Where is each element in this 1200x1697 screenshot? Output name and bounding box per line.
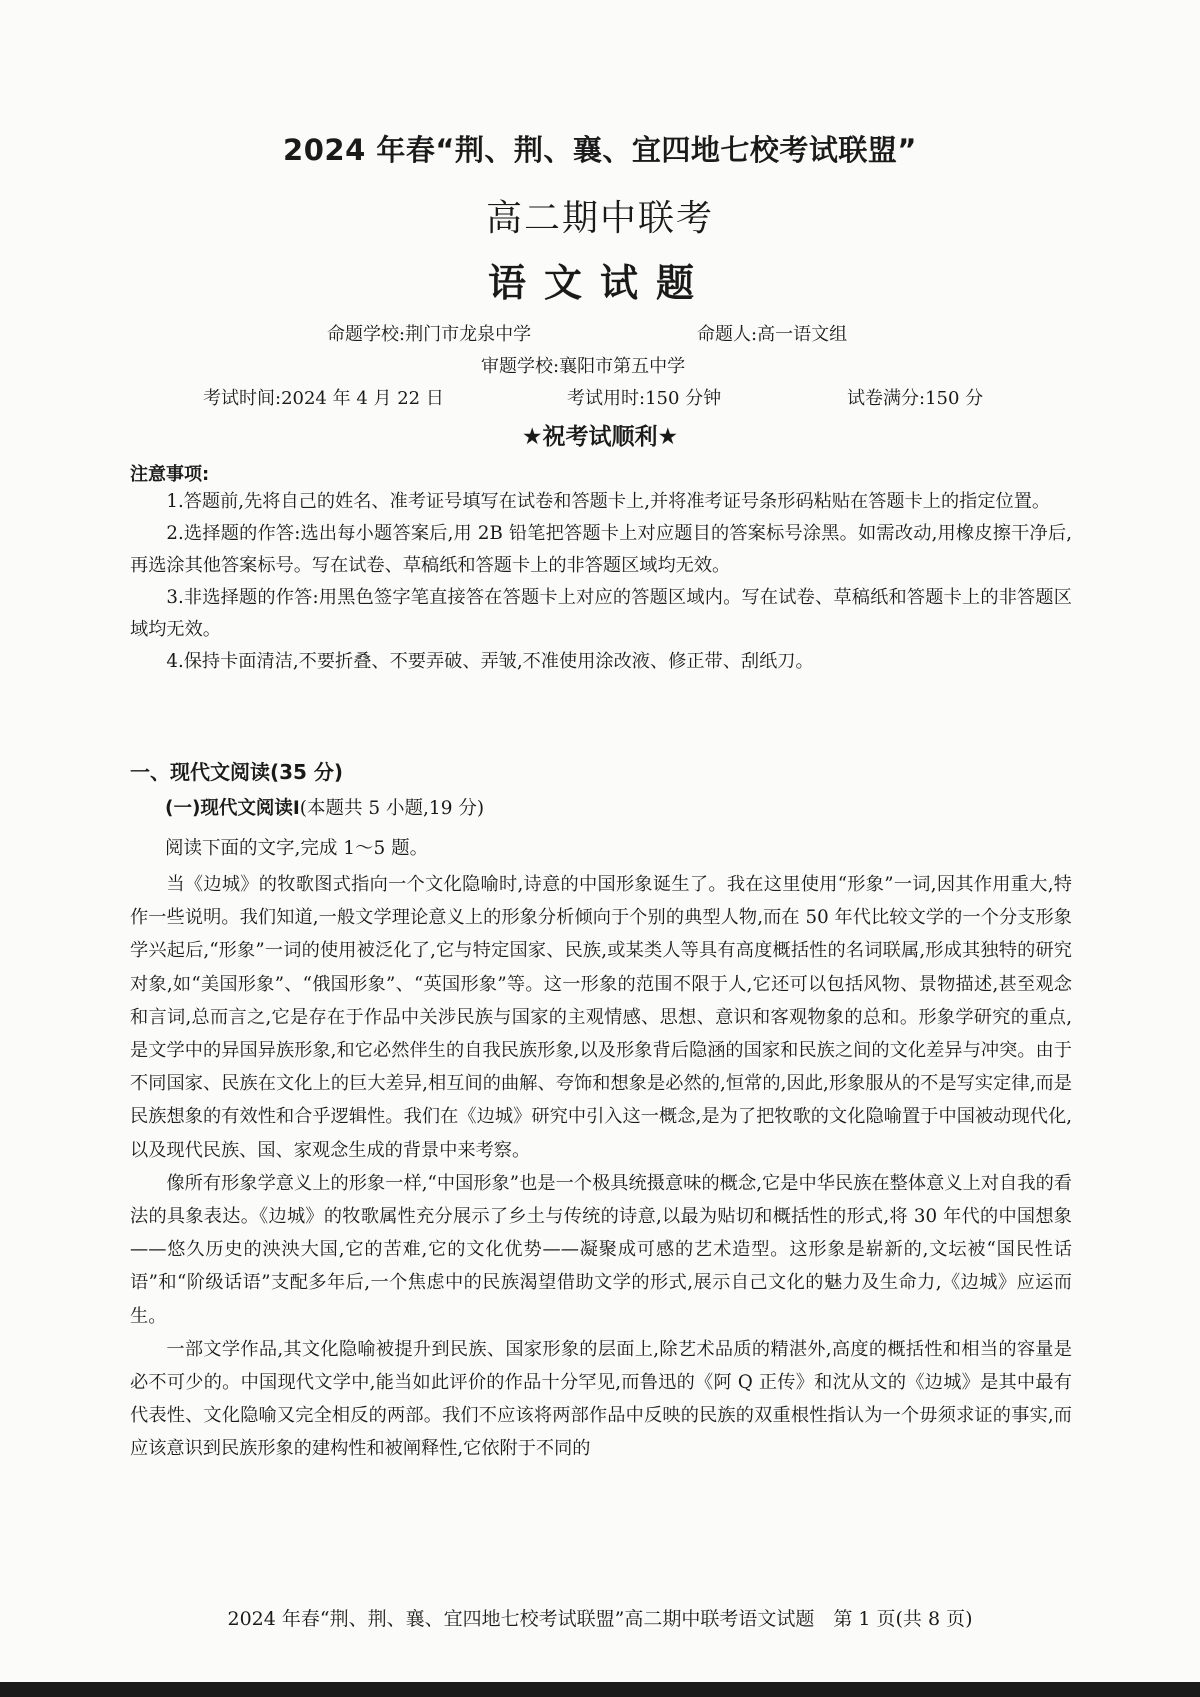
subject-title: 语文试题 bbox=[487, 261, 712, 305]
passage-paragraph: 像所有形象学意义上的形象一样,“中国形象”也是一个极具统摄意味的概念,它是中华民族在整体意义上对自我的看法的具象表达。《边城》的牧歌属性充分展示了乡土与传统的诗意,以最为贴切和概括性的形式,将 30 年代的中国想象——悠久历史的泱泱大国,它的苦难,它的文化优势——凝聚成可感的艺术造型。这形象是崭新的,文坛被“国民性话语”和“阶级话语”支配多年后,一个焦虑中的民族渴望借助文学的形式,展示自己文化的魅力及生命力,《边城》应运而生。 bbox=[130, 1172, 1072, 1327]
notice-item: 4.保持卡面清洁,不要折叠、不要弄破、弄皱,不准使用涂改液、修正带、刮纸刀。 bbox=[166, 651, 814, 672]
exam-date: 考试时间:2024 年 4 月 22 日 bbox=[203, 388, 444, 409]
proposing-school: 命题学校:荆门市龙泉中学 bbox=[327, 324, 532, 345]
review-school: 审题学校:襄阳市第五中学 bbox=[481, 356, 686, 377]
full-score: 试卷满分:150 分 bbox=[847, 388, 984, 409]
good-luck-banner: ★祝考试顺利★ bbox=[521, 424, 679, 450]
exam-duration: 考试用时:150 分钟 bbox=[567, 388, 722, 409]
section-heading: 一、现代文阅读(35 分) bbox=[130, 760, 344, 784]
subsection-label: (一)现代文阅读Ⅰ bbox=[165, 798, 300, 819]
subsection-note: (本题共 5 小题,19 分) bbox=[299, 798, 485, 819]
scan-edge-bar bbox=[0, 1682, 1200, 1697]
reading-instruction: 阅读下面的文字,完成 1～5 题。 bbox=[165, 838, 429, 859]
subsection-heading bbox=[165, 794, 484, 820]
passage-paragraph: 一部文学作品,其文化隐喻被提升到民族、国家形象的层面上,除艺术品质的精湛外,高度的概括性和相当的容量是必不可少的。中国现代文学中,能当如此评价的作品十分罕见,而鲁迅的《阿 Q 正传》和沈从文的《边城》是其中最有代表性、文化隐喻又完全相反的两部。我们不应该将两部作品中反映的民族的双重根性指认为一个毋须求证的事实,而应该意识到民族形象的建构性和被阐释性,它依附于不同的 bbox=[130, 1338, 1072, 1460]
exam-title: 2024 年春“荆、荆、襄、宜四地七校考试联盟” bbox=[283, 133, 917, 167]
page-footer: 2024 年春“荆、荆、襄、宜四地七校考试联盟”高二期中联考语文试题 第 1 页(共 8 页) bbox=[227, 1608, 973, 1630]
notice-item: 3.非选择题的作答:用黑色签字笔直接答在答题卡上对应的答题区域内。写在试卷、草稿纸和答题卡上的非答题区域均无效。 bbox=[130, 587, 1072, 640]
passage-paragraph: 当《边城》的牧歌图式指向一个文化隐喻时,诗意的中国形象诞生了。我在这里使用“形象”一词,因其作用重大,特作一些说明。我们知道,一般文学理论意义上的形象分析倾向于个别的典型人物,而在 50 年代比较文学的一个分支形象学兴起后,“形象”一词的使用被泛化了,它与特定国家、民族,或某类人等具有高度概括性的名词联属,形成其独特的研究对象,如“美国形象”、“俄国形象”、“英国形象”等。这一形象的范围不限于人,它还可以包括风物、景物描述,甚至观念和言词,总而言之,它是存在于作品中关涉民族与国家的主观情感、思想、意识和客观物象的总和。形象学研究的重点,是文学中的异国异族形象,和它必然伴生的自我民族形象,以及形象背后隐涵的国家和民族之间的文化差异与冲突。由于不同国家、民族在文化上的巨大差异,相互间的曲解、夸饰和想象是必然的,恒常的,因此,形象服从的不是写实定律,而是民族想象的有效性和合乎逻辑性。我们在《边城》研究中引入这一概念,是为了把牧歌的文化隐喻置于中国被动现代化,以及现代民族、国、家观念生成的背景中来考察。 bbox=[130, 874, 1072, 1161]
reading-passage bbox=[130, 868, 1072, 1466]
exam-subtitle: 高二期中联考 bbox=[485, 198, 714, 239]
notice-item: 1.答题前,先将自己的姓名、准考证号填写在试卷和答题卡上,并将准考证号条形码粘贴在答题卡上的指定位置。 bbox=[166, 491, 1051, 512]
notice-heading: 注意事项: bbox=[130, 464, 210, 485]
notice-list bbox=[130, 486, 1072, 678]
proposer: 命题人:高一语文组 bbox=[697, 324, 848, 345]
notice-item: 2.选择题的作答:选出每小题答案后,用 2B 铅笔把答题卡上对应题目的答案标号涂黑。如需改动,用橡皮擦干净后,再选涂其他答案标号。写在试卷、草稿纸和答题卡上的非答题区域均无效。 bbox=[130, 523, 1072, 576]
